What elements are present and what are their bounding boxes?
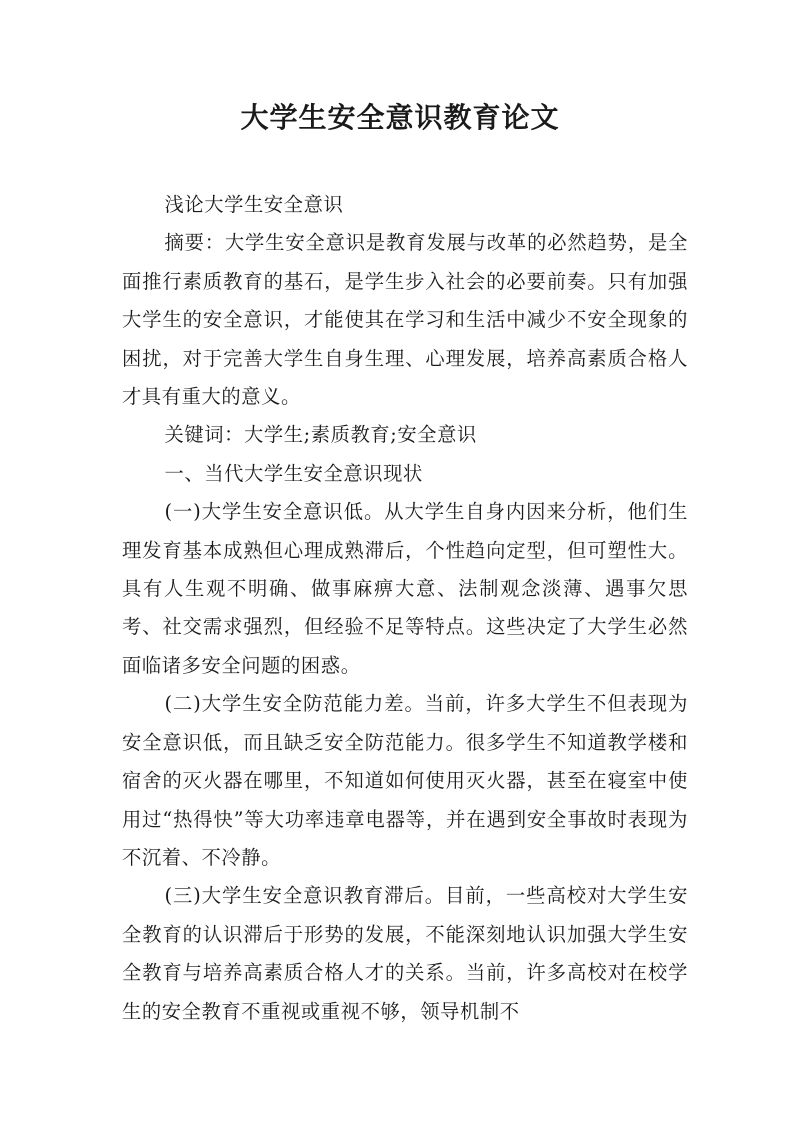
section-heading: 一、当代大学生安全意识现状 bbox=[164, 461, 423, 485]
body-paragraph: (三)大学生安全意识教育滞后。目前，一些高校对大学生安全教育的认识滞后于形势的发展，不能深刻地认识加强大学生安全教育与培养高素质合格人才的关系。当前，许多高校对在校学生的安全教育不重视或重视不够，领导机制不 bbox=[122, 884, 688, 1023]
document-title: 大学生安全意识教育论文 bbox=[240, 101, 560, 134]
keywords-paragraph: 关键词：大学生;素质教育;安全意识 bbox=[164, 423, 477, 447]
subtitle-paragraph: 浅论大学生安全意识 bbox=[164, 193, 344, 216]
abstract-paragraph: 摘要：大学生安全意识是教育发展与改革的必然趋势，是全面推行素质教育的基石，是学生步入社会的必要前奏。只有加强大学生的安全意识，才能使其在学习和生活中减少不安全现象的困扰，对于完善大学生自身生理、心理发展，培养高素质合格人才具有重大的意义。 bbox=[122, 231, 688, 409]
document-body bbox=[122, 186, 688, 1031]
body-paragraph: (二)大学生安全防范能力差。当前，许多大学生不但表现为安全意识低，而且缺乏安全防范能力。很多学生不知道教学楼和宿舍的灭火器在哪里，不知道如何使用灭火器，甚至在寝室中使用过“热得快”等大功率违章电器等，并在遇到安全事故时表现为不沉着、不冷静。 bbox=[122, 692, 688, 869]
body-paragraph: (一)大学生安全意识低。从大学生自身内因来分析，他们生理发育基本成熟但心理成熟滞后，个性趋向定型，但可塑性大。具有人生观不明确、做事麻痹大意、法制观念淡薄、遇事欠思考、社交需求强烈，但经验不足等特点。这些决定了大学生必然面临诸多安全问题的困惑。 bbox=[122, 500, 688, 677]
